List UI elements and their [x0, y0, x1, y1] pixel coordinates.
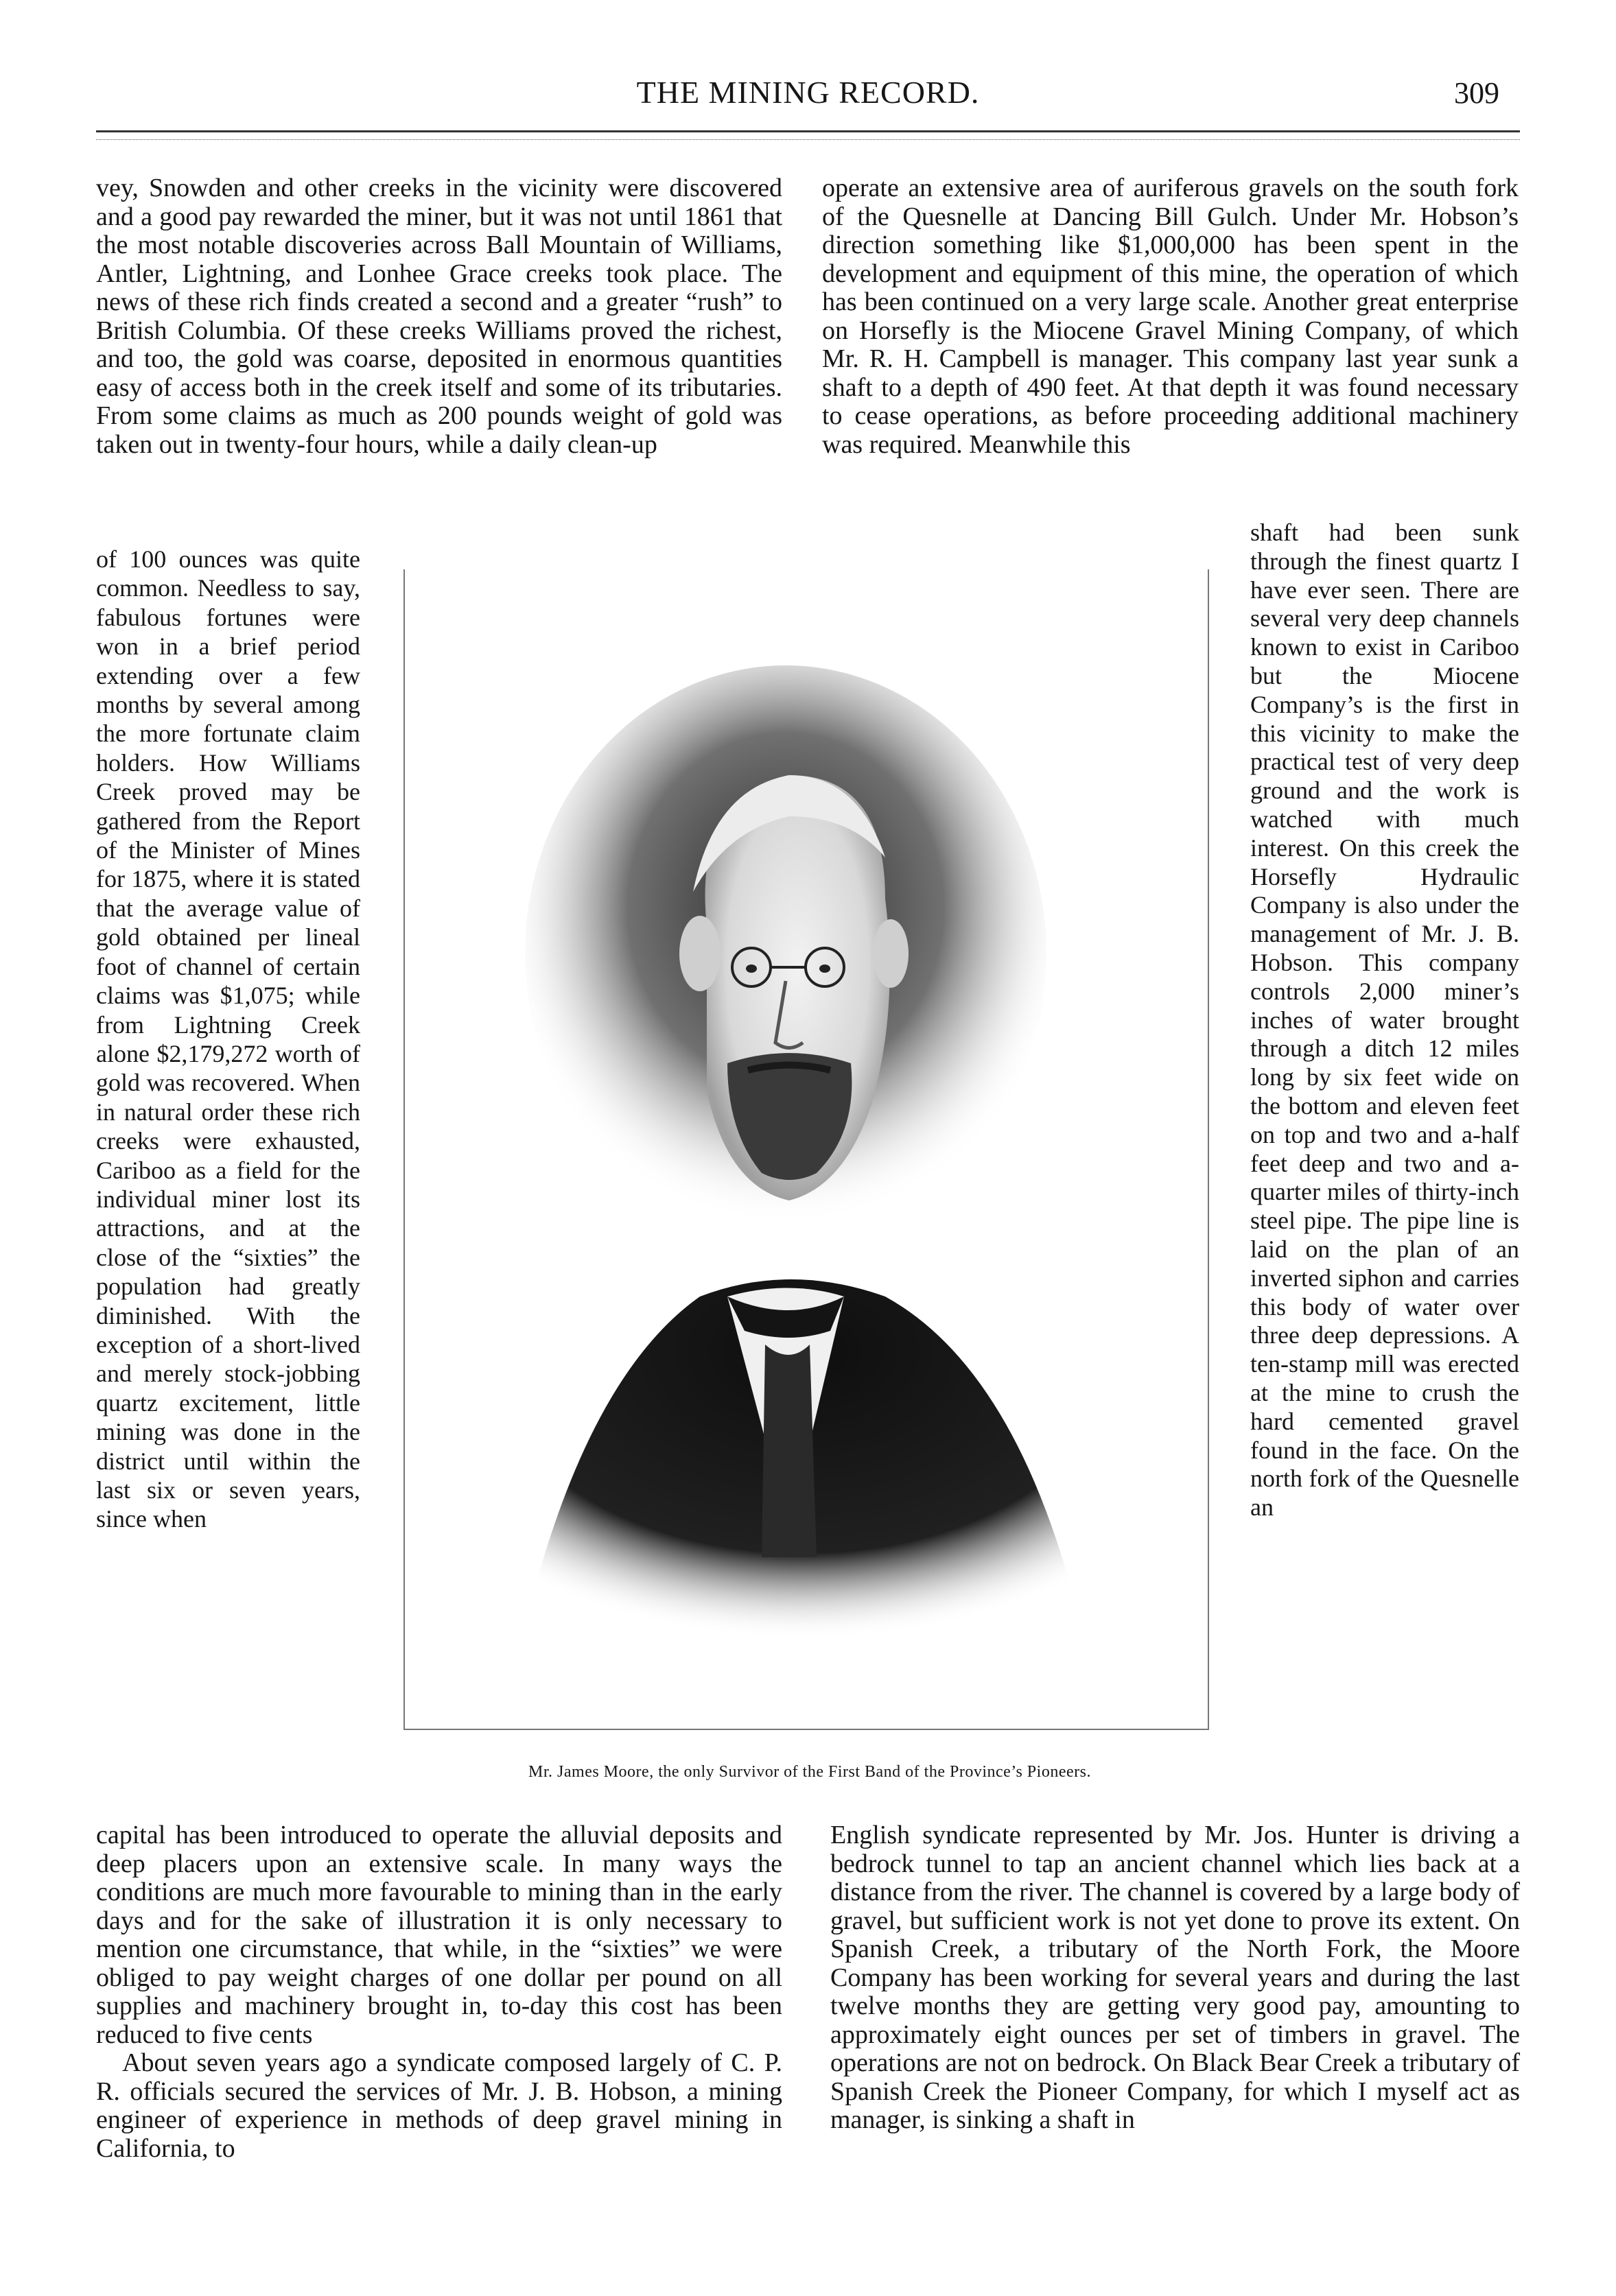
paragraph: of 100 ounces was quite common. Needless to say, fabulous fortunes were won in a brief period extending over a few months by several among the more fortunate claim holders. How Williams Creek proved may be gathered from the Report of the Minister of Mines for 1875, where it is stated that the average value of gold obtained per lineal foot of channel of certain claims was $1,075; while from Lightning Creek alone $2,179,272 worth of gold was recovered. When in natural order these rich creeks were exhausted, Cariboo as a field for the individual miner lost its attractions, and at the close of the “sixties” the population had greatly diminished. With the exception of a short-lived and merely stock-jobbing quartz excitement, little mining was done in the district until within the last six or seven years, since when [96, 545, 360, 1533]
right-narrow-column-text [1250, 519, 1519, 1522]
paragraph: shaft had been sunk through the finest quartz I have ever seen. There are several very deep channels known to exist in Cariboo but the Miocene Company’s is the first in this vicinity to make the practical test of very deep ground and the work is watched with much interest. On this creek the Horsefly Hydraulic Company is also under the management of Mr. J. B. Hobson. This company controls 2,000 miner’s inches of water brought through a ditch 12 miles long by six feet wide on the bottom and eleven feet on top and two and a-half feet deep and two and a-quarter miles of thirty-inch steel pipe. The pipe line is laid on the plan of an inverted siphon and carries this body of water over three deep depressions. A ten-stamp mill was erected at the mine to crush the hard cemented gravel found in the face. On the north fork of the Quesnelle an [1250, 519, 1519, 1522]
paragraph: capital has been introduced to operate the alluvial deposits and deep placers upon an extensive scale. In many ways the conditions are much more favourable to mining than in the early days and for the sake of illustration it is only necessary to mention one circumstance, that while, in the “sixties” we were obliged to pay weight charges of one dollar per pound on all supplies and machinery brought in, to-day this cost has been reduced to five cents [96, 1821, 782, 2049]
right-column-bottom-text [830, 1821, 1520, 2135]
paragraph: English syndicate represented by Mr. Jos. Hunter is driving a bedrock tunnel to tap an ancient channel which lies back at a distance from the river. The channel is covered by a large body of gravel, but sufficient work is not yet done to prove its extent. On Spanish Creek, a tributary of the North Fork, the Moore Company has been working for several years and during the last twelve months they are getting very good pay, amounting to approximately eight ounces per set of timbers in gravel. The operations are not on bedrock. On Black Bear Creek a tributary of Spanish Creek the Pioneer Company, for which I myself act as manager, is sinking a shaft in [830, 1821, 1520, 2134]
left-narrow-column-text [96, 545, 360, 1534]
photo-caption: Mr. James Moore, the only Survivor of the First Band of the Province’s Pioneers. [528, 1763, 1091, 1781]
paragraph: About seven years ago a syndicate composed largely of C. P. R. officials secured the services of Mr. J. B. Hobson, a mining engineer of experience in methods of deep gravel mining in California, to [96, 2048, 782, 2163]
portrait-image [405, 569, 1208, 1729]
running-title: THE MINING RECORD. [636, 75, 980, 110]
paragraph: operate an extensive area of auriferous gravels on the south fork of the Quesnelle at Dancing Bill Gulch. Under Mr. Hobson’s direction something like $1,000,000 has been spent in the development and equipment of this mine, the operation of which has been continued on a very large scale. Another great enterprise on Horsefly is the Miocene Gravel Mining Company, of which Mr. R. H. Campbell is manager. This company last year sunk a shaft to a depth of 490 feet. At that depth it was found necessary to cease operations, as before proceeding additional machinery was required. Meanwhile this [822, 174, 1519, 459]
portrait-photograph [403, 569, 1209, 1730]
paragraph: vey, Snowden and other creeks in the vicinity were discovered and a good pay rewarded the miner, but it was not until 1861 that the most notable discoveries across Ball Mountain of Williams, Antler, Lightning, and Lonhee Grace creeks took place. The news of these rich finds created a second and a greater “rush” to British Columbia. Of these creeks Williams proved the richest, and too, the gold was coarse, deposited in enormous quantities easy of access both in the creek itself and some of its tributaries. From some claims as much as 200 pounds weight of gold was taken out in twenty-four hours, while a daily clean-up [96, 174, 782, 459]
left-column-bottom-text [96, 1821, 782, 2163]
left-column-top-text [96, 174, 782, 459]
page-number: 309 [1454, 76, 1499, 110]
right-column-top-text [822, 174, 1519, 459]
header-rule [96, 130, 1520, 132]
header-rule-dotted [96, 139, 1520, 140]
